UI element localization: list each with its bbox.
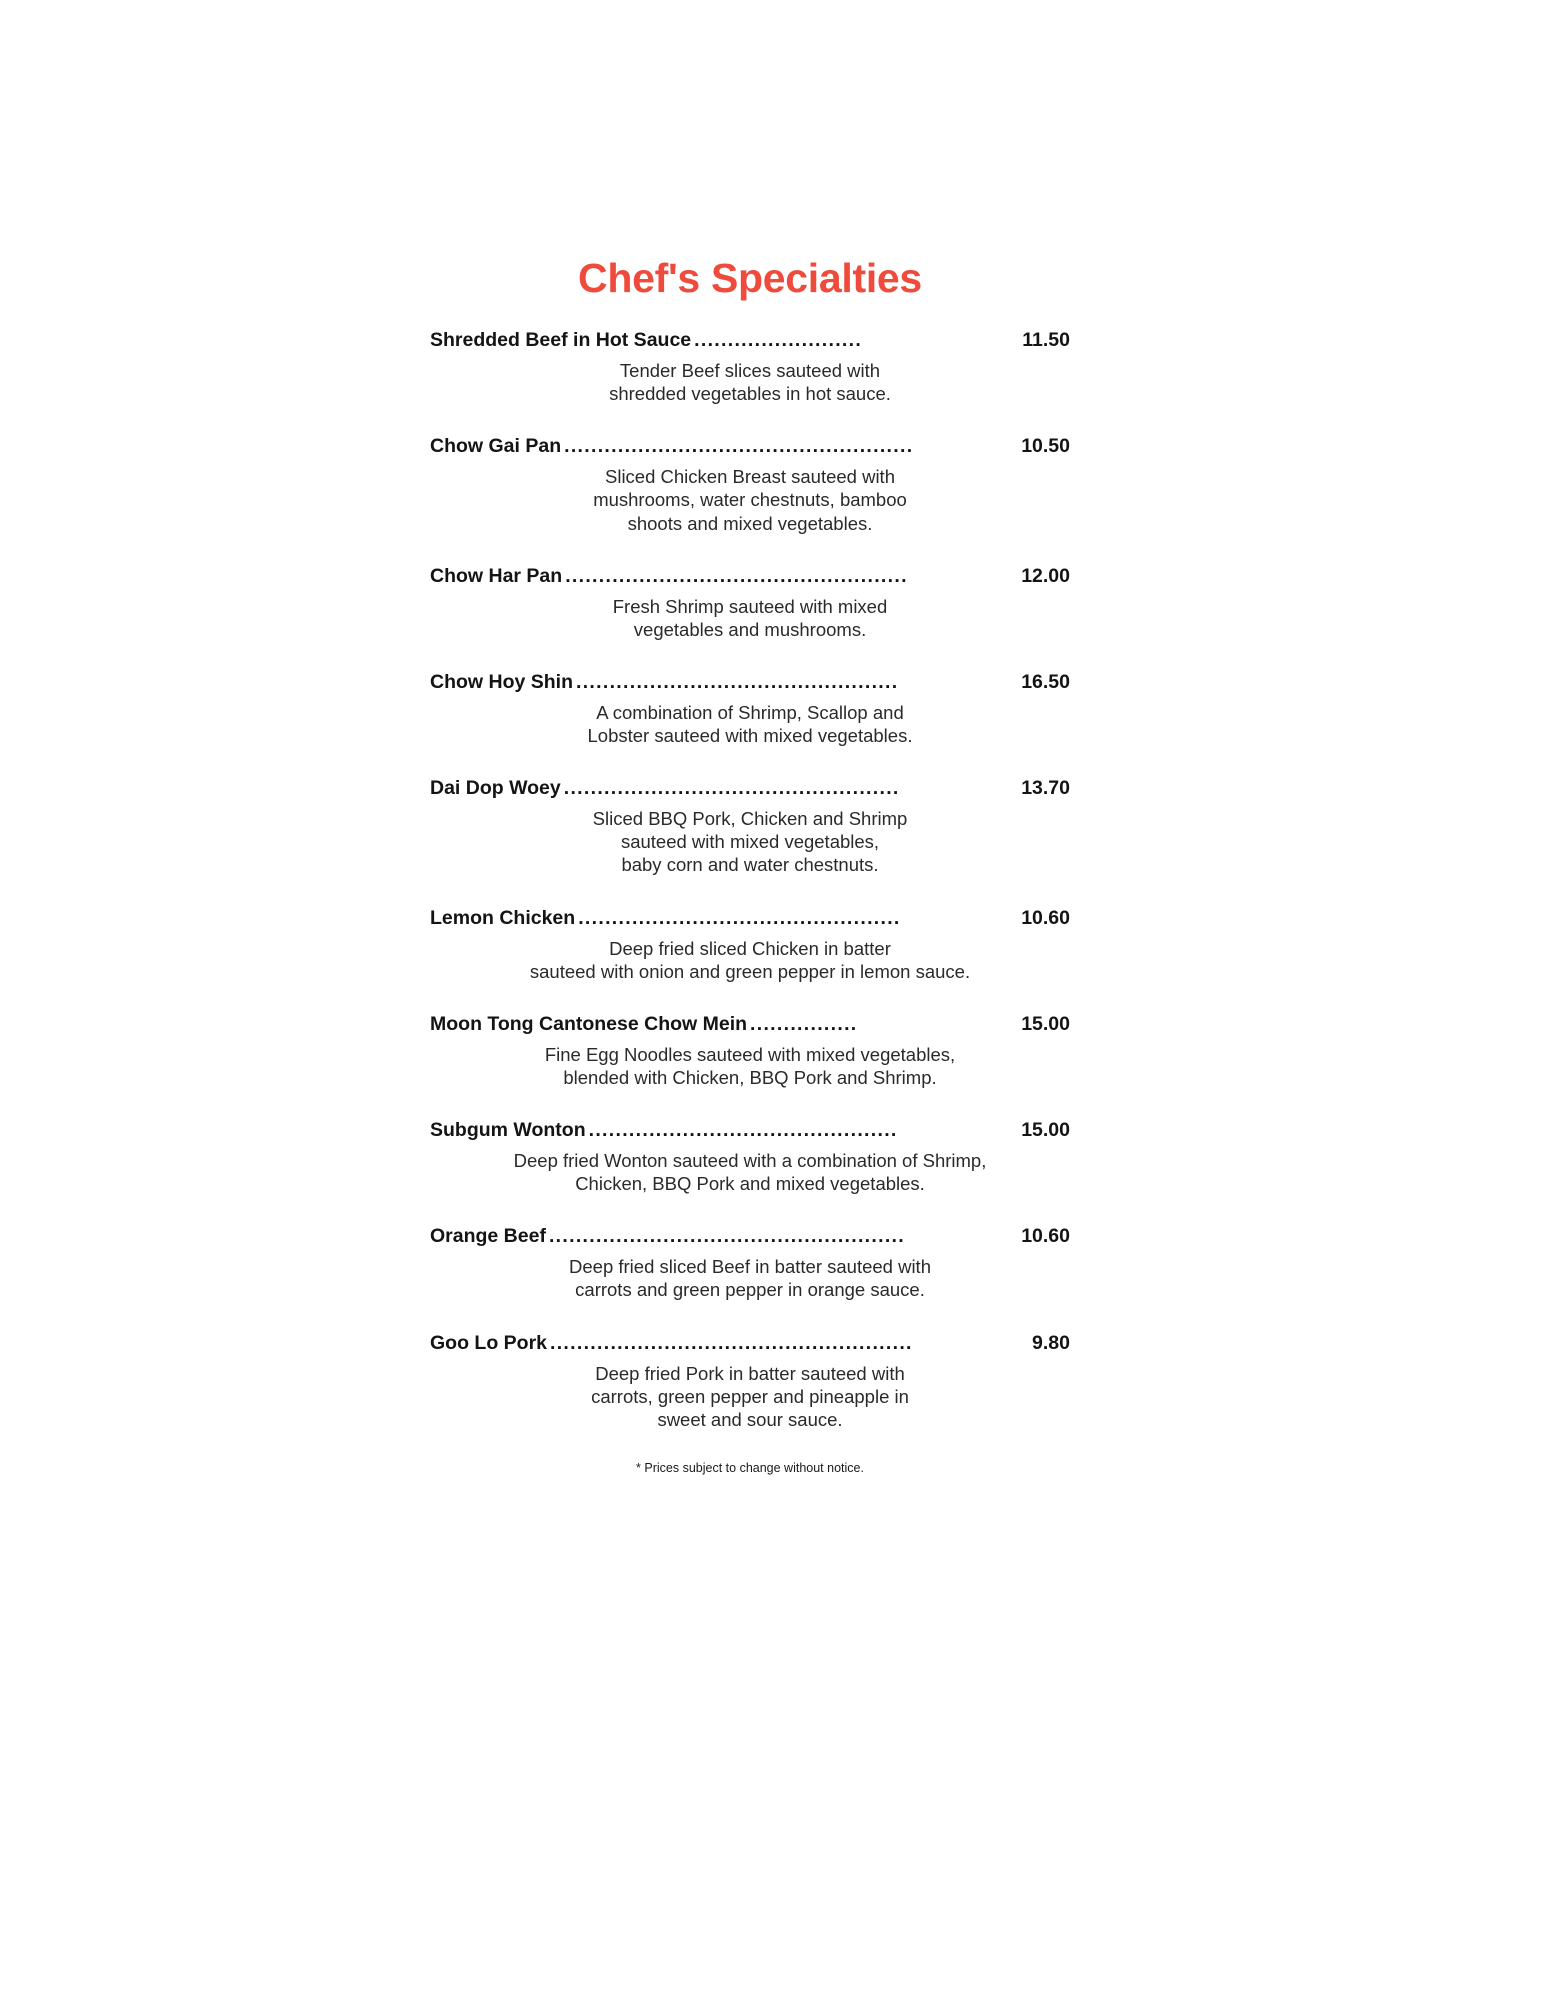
- menu-item-price: 15.00: [1021, 1119, 1070, 1141]
- menu-item-description: Fresh Shrimp sauteed with mixed vegetables and mushrooms.: [612, 595, 888, 640]
- menu-item: [430, 1225, 1070, 1301]
- menu-item-header: [430, 1119, 1070, 1142]
- menu-item-name: Chow Hoy Shin: [430, 670, 573, 693]
- dot-leader: ...................................................: [565, 564, 908, 587]
- menu-item: [430, 1332, 1070, 1431]
- menu-item: [430, 1119, 1070, 1195]
- menu-item: [430, 329, 1070, 405]
- menu-item: [430, 907, 1070, 983]
- menu-item-list: [430, 329, 1070, 1431]
- menu-item-header: [430, 777, 1070, 800]
- menu-item: [430, 565, 1070, 641]
- menu-item-name: Orange Beef: [430, 1225, 546, 1248]
- dot-leader: ......................................................: [550, 1331, 913, 1354]
- menu-item-name: Moon Tong Cantonese Chow Mein: [430, 1012, 748, 1035]
- menu-item: [430, 435, 1070, 534]
- menu-item-name: Subgum Wonton: [430, 1119, 586, 1141]
- menu-item-header: [430, 329, 1070, 352]
- menu-item-name: Lemon Chicken: [430, 906, 576, 929]
- menu-item-price: 12.00: [1021, 564, 1070, 587]
- menu-item-price: 15.00: [1021, 1012, 1070, 1035]
- menu-item-name: Shredded Beef in Hot Sauce: [430, 329, 692, 351]
- dot-leader: .....................................................: [548, 1225, 905, 1248]
- menu-item-price: 10.60: [1021, 906, 1070, 929]
- menu-item-description: Deep fried sliced Chicken in batter sauteed with onion and green pepper in lemon sauce.: [529, 937, 971, 982]
- menu-item-description: Deep fried Pork in batter sauteed with carrots, green pepper and pineapple in sweet and sour sauce.: [591, 1362, 909, 1430]
- menu-item-description: Sliced BBQ Pork, Chicken and Shrimp sauteed with mixed vegetables, baby corn and water chestnuts.: [592, 808, 908, 876]
- menu-item-description: Tender Beef slices sauteed with shredded vegetables in hot sauce.: [609, 360, 891, 405]
- menu-item-description: A combination of Shrimp, Scallop and Lobster sauteed with mixed vegetables.: [587, 701, 913, 746]
- dot-leader: ................................................: [576, 670, 899, 693]
- menu-item-header: [430, 907, 1070, 930]
- price-disclaimer: * Prices subject to change without notice.: [636, 1460, 864, 1475]
- menu-item-header: [430, 1332, 1070, 1355]
- menu-item-description: Deep fried Wonton sauteed with a combination of Shrimp, Chicken, BBQ Pork and mixed vegetables.: [513, 1150, 987, 1195]
- menu-item-description: Deep fried sliced Beef in batter sauteed with carrots and green pepper in orange sauce.: [569, 1256, 931, 1301]
- menu-item-price: 10.60: [1021, 1225, 1070, 1248]
- menu-item-price: 9.80: [1032, 1331, 1070, 1354]
- menu-item-price: 10.50: [1021, 435, 1070, 458]
- menu-item-header: [430, 1225, 1070, 1248]
- dot-leader: .........................: [694, 329, 863, 351]
- menu-item-price: 11.50: [1022, 329, 1070, 351]
- menu-item-header: [430, 1013, 1070, 1036]
- menu-item-price: 13.70: [1021, 777, 1070, 800]
- menu-item-name: Chow Gai Pan: [430, 435, 562, 458]
- menu-item-price: 16.50: [1021, 670, 1070, 693]
- dot-leader: ..................................................: [563, 777, 900, 800]
- menu-item-name: Goo Lo Pork: [430, 1331, 547, 1354]
- dot-leader: ..............................................: [588, 1119, 898, 1141]
- menu-content: [430, 255, 1070, 1475]
- menu-item-description: Sliced Chicken Breast sauteed with mushrooms, water chestnuts, bamboo shoots and mixed vegetables.: [593, 466, 907, 534]
- menu-item-name: Chow Har Pan: [430, 564, 563, 587]
- menu-item-name: Dai Dop Woey: [430, 777, 561, 800]
- dot-leader: ................: [750, 1012, 858, 1035]
- page-title: Chef's Specialties: [578, 255, 922, 301]
- menu-item-header: [430, 565, 1070, 588]
- menu-item: [430, 671, 1070, 747]
- dot-leader: ................................................: [578, 906, 901, 929]
- menu-item: [430, 1013, 1070, 1089]
- menu-item-header: [430, 671, 1070, 694]
- menu-item-header: [430, 435, 1070, 458]
- menu-item-description: Fine Egg Noodles sauteed with mixed vegetables, blended with Chicken, BBQ Pork and Shrimp.: [544, 1043, 956, 1088]
- dot-leader: ....................................................: [564, 435, 914, 458]
- menu-item: [430, 777, 1070, 876]
